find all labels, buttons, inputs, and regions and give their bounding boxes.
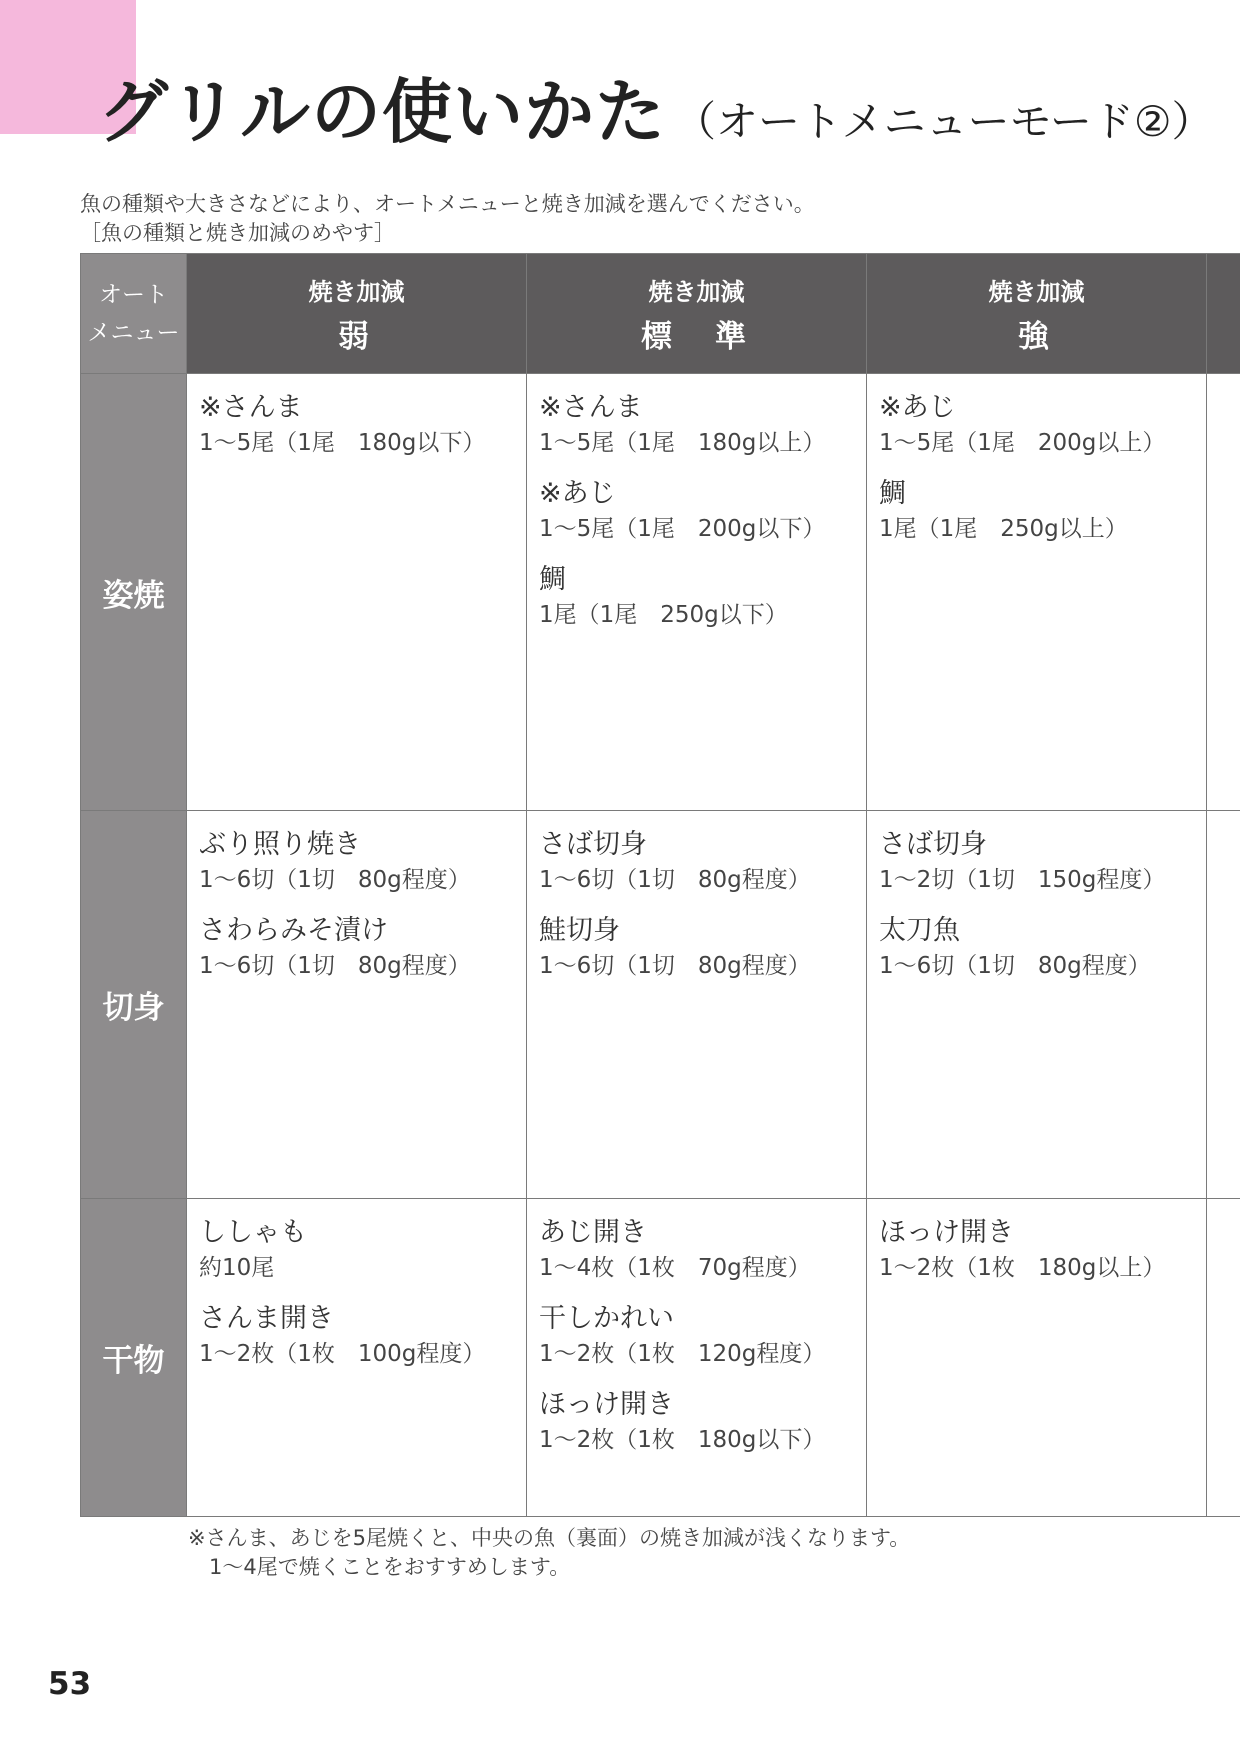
- column-header-weak: [187, 254, 527, 374]
- fish-name: あじ開き: [539, 1217, 647, 1248]
- fish-name: ししゃも: [199, 1217, 307, 1248]
- fish-name: ぶり照り焼き: [199, 829, 361, 860]
- intro-text: [80, 190, 815, 248]
- column-header-cutoff: [1207, 254, 1240, 374]
- table-row-dried-fish: [81, 1199, 1240, 1517]
- list-item: [539, 1299, 856, 1369]
- page-title-sub: （オートメニューモード②）: [674, 97, 1214, 146]
- row-header-fillet: 切身: [81, 811, 187, 1199]
- intro-line-1: 魚の種類や大きさなどにより、オートメニューと焼き加減を選んでください。: [80, 192, 815, 216]
- list-item: [879, 388, 1196, 458]
- list-item: [539, 911, 856, 981]
- table-header-row: [81, 254, 1240, 374]
- fish-name: さば切身: [879, 829, 987, 860]
- footnote: [188, 1524, 910, 1582]
- list-item: [879, 1213, 1196, 1283]
- auto-menu-header-line-2: メニュー: [87, 319, 180, 346]
- fish-detail: 1尾（1尾 250g以上）: [879, 516, 1128, 542]
- list-item: [539, 1385, 856, 1455]
- table-cell: [867, 374, 1207, 811]
- list-item: [879, 825, 1196, 895]
- fish-detail: 1～2枚（1枚 180g以下）: [539, 1427, 826, 1453]
- table-cell: [867, 1199, 1207, 1517]
- fish-detail: 1～2枚（1枚 120g程度）: [539, 1341, 826, 1367]
- fish-detail: 1尾（1尾 250g以下）: [539, 602, 788, 628]
- fish-name: ※あじ: [539, 478, 616, 509]
- row-header-dried-fish: 干物: [81, 1199, 187, 1517]
- fish-detail: 1～5尾（1尾 180g以上）: [539, 430, 826, 456]
- column-header-label: 焼き加減: [308, 277, 405, 306]
- fish-name: さわらみそ漬け: [199, 915, 388, 946]
- fish-name: 太刀魚: [879, 915, 960, 946]
- table-cell: [527, 1199, 867, 1517]
- table-cell-cutoff: [1207, 1199, 1240, 1517]
- list-item: [879, 911, 1196, 981]
- auto-menu-header-line-1: オート: [99, 281, 168, 308]
- list-item: [539, 474, 856, 544]
- fish-name: ※さんま: [199, 392, 303, 423]
- fish-name: ほっけ開き: [879, 1217, 1014, 1248]
- list-item: [199, 1299, 516, 1369]
- row-header-whole-fish: 姿焼: [81, 374, 187, 811]
- list-item: [539, 560, 856, 630]
- fish-name: 鯛: [879, 478, 906, 509]
- table-cell: [187, 374, 527, 811]
- footnote-line-2: 1～4尾で焼くことをおすすめします。: [188, 1555, 571, 1579]
- list-item: [539, 825, 856, 895]
- fish-detail: 1～2枚（1枚 180g以上）: [879, 1255, 1166, 1281]
- column-header-standard: [527, 254, 867, 374]
- table-cell-cutoff: [1207, 811, 1240, 1199]
- fish-name: ほっけ開き: [539, 1389, 674, 1420]
- fish-name: 干しかれい: [539, 1303, 674, 1334]
- fish-detail: 1～2枚（1枚 100g程度）: [199, 1341, 486, 1367]
- auto-menu-header: [81, 254, 187, 374]
- list-item: [879, 474, 1196, 544]
- table-cell: [187, 811, 527, 1199]
- fish-detail: 1～6切（1切 80g程度）: [199, 953, 471, 979]
- table-row-whole-fish: [81, 374, 1240, 811]
- column-header-value: 標 準: [641, 318, 752, 355]
- fish-detail: 1～6切（1切 80g程度）: [199, 867, 471, 893]
- footnote-line-1: ※さんま、あじを5尾焼くと、中央の魚（裏面）の焼き加減が浅くなります。: [188, 1526, 911, 1550]
- table-cell-cutoff: [1207, 374, 1240, 811]
- column-header-value: 弱: [338, 318, 375, 355]
- column-header-label: 焼き加減: [988, 277, 1085, 306]
- fish-name: ※さんま: [539, 392, 643, 423]
- list-item: [539, 388, 856, 458]
- column-header-label: 焼き加減: [648, 277, 745, 306]
- table-cell: [187, 1199, 527, 1517]
- fish-name: さば切身: [539, 829, 647, 860]
- list-item: [539, 1213, 856, 1283]
- fish-name: ※あじ: [879, 392, 956, 423]
- doneness-table: [80, 253, 1240, 1517]
- fish-name: 鮭切身: [539, 915, 620, 946]
- intro-line-2: ［魚の種類と焼き加減のめやす］: [80, 221, 395, 245]
- fish-detail: 1～5尾（1尾 180g以下）: [199, 430, 486, 456]
- table-cell: [527, 374, 867, 811]
- fish-detail: 1～4枚（1枚 70g程度）: [539, 1255, 811, 1281]
- list-item: [199, 388, 516, 458]
- list-item: [199, 911, 516, 981]
- column-header-strong: [867, 254, 1207, 374]
- table-cell: [527, 811, 867, 1199]
- column-header-value: 強: [1018, 318, 1055, 355]
- fish-name: 鯛: [539, 564, 566, 595]
- fish-detail: 1～5尾（1尾 200g以上）: [879, 430, 1166, 456]
- fish-detail: 1～5尾（1尾 200g以下）: [539, 516, 826, 542]
- list-item: [199, 1213, 516, 1283]
- table-row-fillet: [81, 811, 1240, 1199]
- fish-detail: 約10尾: [199, 1255, 275, 1281]
- page-title-main: グリルの使いかた: [98, 71, 666, 153]
- fish-detail: 1～2切（1切 150g程度）: [879, 867, 1166, 893]
- page-title: [98, 56, 1214, 157]
- fish-detail: 1～6切（1切 80g程度）: [539, 953, 811, 979]
- fish-detail: 1～6切（1切 80g程度）: [879, 953, 1151, 979]
- page-number: 53: [48, 1666, 92, 1702]
- fish-detail: 1～6切（1切 80g程度）: [539, 867, 811, 893]
- fish-name: さんま開き: [199, 1303, 334, 1334]
- table-cell: [867, 811, 1207, 1199]
- list-item: [199, 825, 516, 895]
